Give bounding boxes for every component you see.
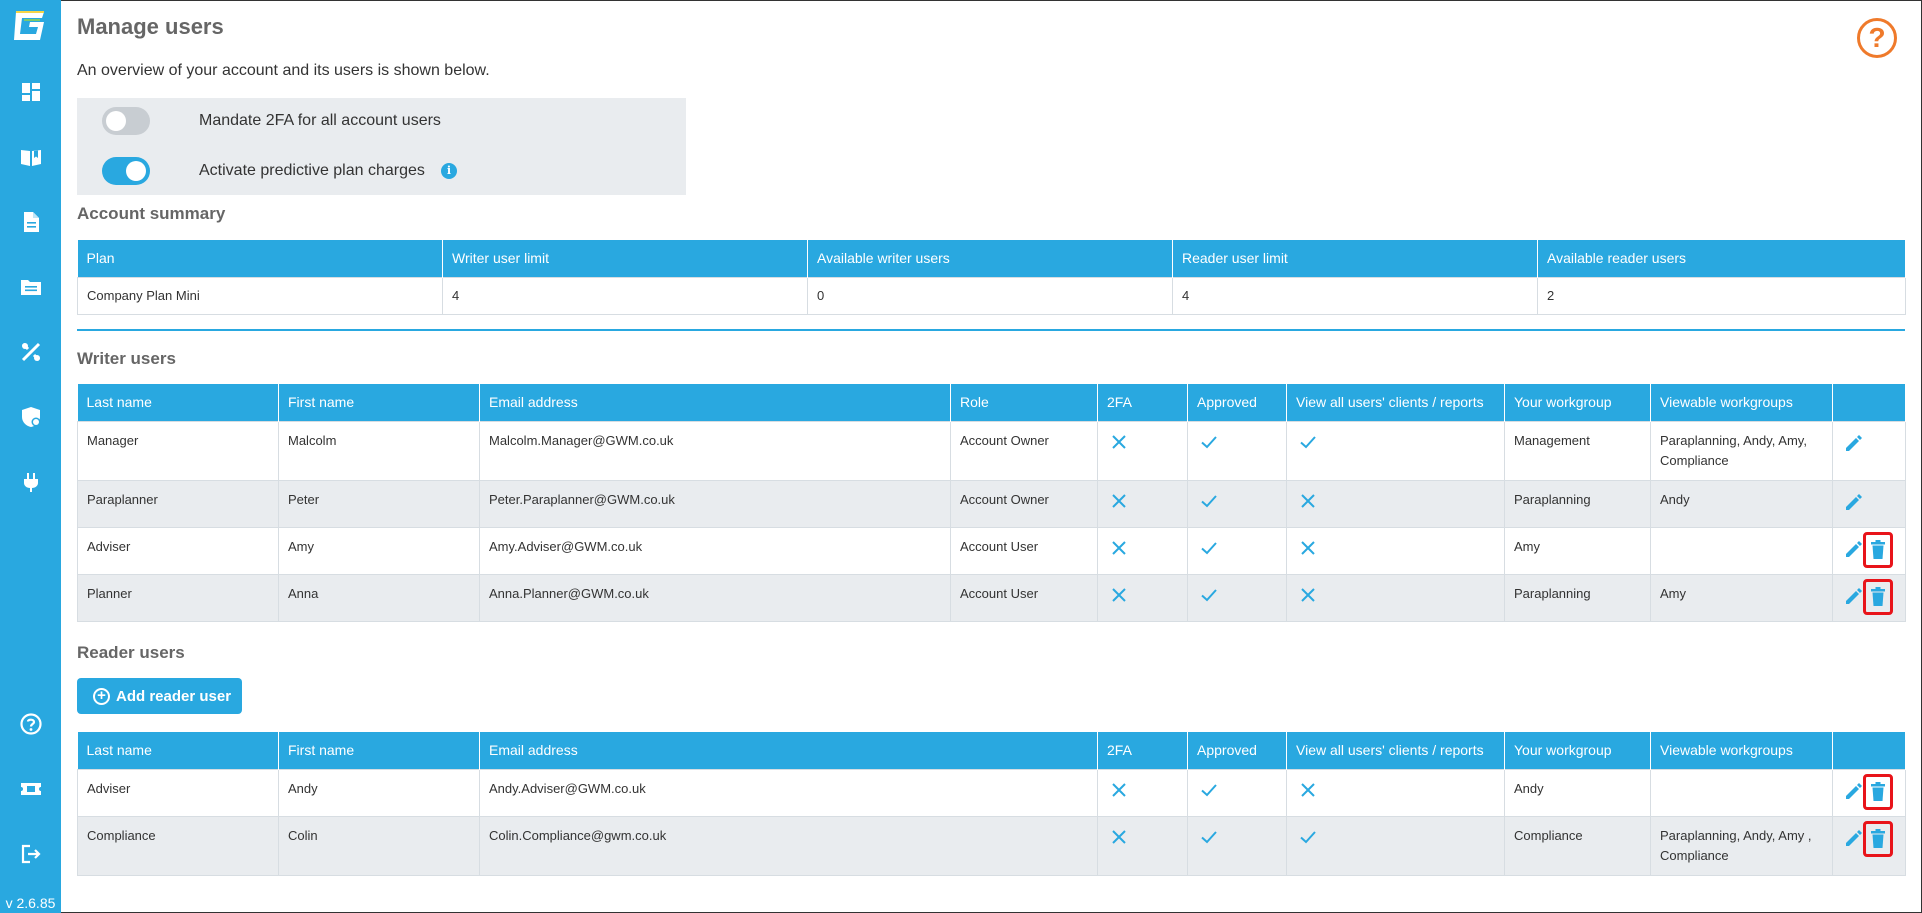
table-row bbox=[78, 574, 1906, 621]
mandate-2fa-label: Mandate 2FA for all account users bbox=[199, 112, 441, 129]
row-actions bbox=[1833, 480, 1906, 527]
check-icon bbox=[1200, 781, 1218, 799]
tools-icon[interactable] bbox=[19, 340, 43, 364]
workgroup-cell: Andy bbox=[1505, 769, 1651, 816]
help-icon[interactable] bbox=[19, 712, 43, 736]
column-header: 2FA bbox=[1098, 384, 1188, 421]
email-cell: Peter.Paraplanner@GWM.co.uk bbox=[480, 480, 951, 527]
column-header: View all users' clients / reports bbox=[1287, 384, 1505, 421]
role-cell: Account User bbox=[951, 527, 1098, 574]
last-name-cell: Adviser bbox=[78, 769, 279, 816]
viewable-workgroups-cell: Paraplanning, Andy, Amy, Compliance bbox=[1651, 421, 1833, 480]
reader-header-row bbox=[78, 732, 1906, 769]
column-header: Viewable workgroups bbox=[1651, 732, 1833, 769]
email-cell: Colin.Compliance@gwm.co.uk bbox=[480, 816, 1098, 875]
last-name-cell: Planner bbox=[78, 574, 279, 621]
column-header: Writer user limit bbox=[443, 240, 808, 277]
add-reader-user-label: Add reader user bbox=[116, 687, 232, 705]
logout-icon[interactable] bbox=[19, 842, 43, 866]
help-button[interactable]: ? bbox=[1857, 18, 1897, 58]
workgroup-cell: Amy bbox=[1505, 527, 1651, 574]
delete-icon[interactable] bbox=[1863, 532, 1893, 568]
workgroup-cell: Management bbox=[1505, 421, 1651, 480]
approved-cell bbox=[1188, 574, 1287, 621]
first-name-cell: Malcolm bbox=[279, 421, 480, 480]
column-header: Plan bbox=[78, 240, 443, 277]
table-row bbox=[78, 816, 1906, 875]
column-header: Email address bbox=[480, 384, 951, 421]
cross-icon bbox=[1110, 492, 1128, 510]
cross-icon bbox=[1110, 433, 1128, 451]
plug-icon[interactable] bbox=[19, 470, 43, 494]
account-summary-table bbox=[77, 240, 1906, 315]
section-divider bbox=[77, 329, 1905, 331]
delete-icon[interactable] bbox=[1863, 821, 1893, 857]
column-header: First name bbox=[279, 732, 480, 769]
column-header bbox=[1833, 732, 1906, 769]
column-header: Last name bbox=[78, 384, 279, 421]
workgroup-cell: Paraplanning bbox=[1505, 574, 1651, 621]
role-cell: Account Owner bbox=[951, 421, 1098, 480]
edit-icon[interactable] bbox=[1843, 827, 1865, 849]
summary-cell: Company Plan Mini bbox=[78, 277, 443, 314]
account-summary-title: Account summary bbox=[77, 204, 226, 223]
column-header: First name bbox=[279, 384, 480, 421]
predictive-charges-label: Activate predictive plan charges bbox=[199, 162, 425, 179]
reader-users-title: Reader users bbox=[77, 643, 185, 662]
row-actions bbox=[1833, 421, 1906, 480]
workgroup-cell: Compliance bbox=[1505, 816, 1651, 875]
viewable-workgroups-cell bbox=[1651, 527, 1833, 574]
check-icon bbox=[1299, 433, 1317, 451]
ticket-icon[interactable] bbox=[19, 777, 43, 801]
viewable-workgroups-cell: Paraplanning, Andy, Amy , Compliance bbox=[1651, 816, 1833, 875]
toggle-knob bbox=[106, 111, 126, 131]
writer-users-table bbox=[77, 384, 1906, 622]
plus-circle-icon: + bbox=[93, 688, 110, 705]
edit-icon[interactable] bbox=[1843, 585, 1865, 607]
shield-icon[interactable] bbox=[19, 405, 43, 429]
cross-icon bbox=[1299, 492, 1317, 510]
intro-text: An overview of your account and its users is shown below. bbox=[77, 62, 490, 79]
edit-icon[interactable] bbox=[1843, 432, 1865, 454]
column-header: Your workgroup bbox=[1505, 384, 1651, 421]
email-cell: Malcolm.Manager@GWM.co.uk bbox=[480, 421, 951, 480]
row-actions bbox=[1833, 574, 1906, 621]
view-all-cell bbox=[1287, 421, 1505, 480]
cross-icon bbox=[1110, 586, 1128, 604]
last-name-cell: Paraplanner bbox=[78, 480, 279, 527]
summary-cell: 0 bbox=[808, 277, 1173, 314]
column-header: Approved bbox=[1188, 732, 1287, 769]
twofa-cell bbox=[1098, 527, 1188, 574]
email-cell: Andy.Adviser@GWM.co.uk bbox=[480, 769, 1098, 816]
table-row bbox=[78, 421, 1906, 480]
cross-icon bbox=[1299, 586, 1317, 604]
column-header: Viewable workgroups bbox=[1651, 384, 1833, 421]
summary-header-row bbox=[78, 240, 1906, 277]
row-actions bbox=[1833, 527, 1906, 574]
last-name-cell: Manager bbox=[78, 421, 279, 480]
check-icon bbox=[1200, 492, 1218, 510]
email-cell: Amy.Adviser@GWM.co.uk bbox=[480, 527, 951, 574]
viewable-workgroups-cell bbox=[1651, 769, 1833, 816]
approved-cell bbox=[1188, 480, 1287, 527]
twofa-cell bbox=[1098, 421, 1188, 480]
toggle-knob bbox=[126, 161, 146, 181]
sidebar bbox=[0, 0, 61, 913]
first-name-cell: Colin bbox=[279, 816, 480, 875]
check-icon bbox=[1200, 433, 1218, 451]
book-icon[interactable] bbox=[19, 145, 43, 169]
version-label: v 2.6.85 bbox=[5, 895, 56, 911]
column-header: View all users' clients / reports bbox=[1287, 732, 1505, 769]
viewable-workgroups-cell: Amy bbox=[1651, 574, 1833, 621]
check-icon bbox=[1299, 828, 1317, 846]
first-name-cell: Amy bbox=[279, 527, 480, 574]
app-logo[interactable] bbox=[12, 10, 46, 42]
column-header: Email address bbox=[480, 732, 1098, 769]
summary-row bbox=[78, 277, 1906, 314]
column-header bbox=[1833, 384, 1906, 421]
check-icon bbox=[1200, 828, 1218, 846]
workgroup-cell: Paraplanning bbox=[1505, 480, 1651, 527]
approved-cell bbox=[1188, 421, 1287, 480]
add-reader-user-button[interactable] bbox=[77, 678, 242, 714]
mandate-2fa-row bbox=[102, 107, 441, 135]
check-icon bbox=[1200, 539, 1218, 557]
first-name-cell: Anna bbox=[279, 574, 480, 621]
predictive-charges-toggle[interactable] bbox=[102, 157, 150, 185]
approved-cell bbox=[1188, 769, 1287, 816]
cross-icon bbox=[1299, 781, 1317, 799]
writer-users-title: Writer users bbox=[77, 349, 176, 368]
cross-icon bbox=[1110, 828, 1128, 846]
info-icon[interactable]: i bbox=[441, 163, 457, 179]
approved-cell bbox=[1188, 816, 1287, 875]
folder-icon[interactable] bbox=[19, 275, 43, 299]
cross-icon bbox=[1110, 539, 1128, 557]
column-header: 2FA bbox=[1098, 732, 1188, 769]
document-icon[interactable] bbox=[19, 210, 43, 234]
table-row bbox=[78, 769, 1906, 816]
summary-cell: 2 bbox=[1538, 277, 1906, 314]
last-name-cell: Adviser bbox=[78, 527, 279, 574]
twofa-cell bbox=[1098, 769, 1188, 816]
last-name-cell: Compliance bbox=[78, 816, 279, 875]
viewable-workgroups-cell: Andy bbox=[1651, 480, 1833, 527]
first-name-cell: Peter bbox=[279, 480, 480, 527]
email-cell: Anna.Planner@GWM.co.uk bbox=[480, 574, 951, 621]
column-header: Role bbox=[951, 384, 1098, 421]
row-actions bbox=[1833, 769, 1906, 816]
summary-cell: 4 bbox=[1173, 277, 1538, 314]
edit-icon[interactable] bbox=[1843, 491, 1865, 513]
column-header: Available writer users bbox=[808, 240, 1173, 277]
twofa-cell bbox=[1098, 480, 1188, 527]
edit-icon[interactable] bbox=[1843, 538, 1865, 560]
twofa-cell bbox=[1098, 816, 1188, 875]
column-header: Your workgroup bbox=[1505, 732, 1651, 769]
page-title: Manage users bbox=[77, 14, 224, 39]
cross-icon bbox=[1299, 539, 1317, 557]
delete-icon[interactable] bbox=[1863, 774, 1893, 810]
role-cell: Account Owner bbox=[951, 480, 1098, 527]
approved-cell bbox=[1188, 527, 1287, 574]
check-icon bbox=[1200, 586, 1218, 604]
twofa-cell bbox=[1098, 574, 1188, 621]
table-row bbox=[78, 480, 1906, 527]
dashboard-icon[interactable] bbox=[19, 80, 43, 104]
first-name-cell: Andy bbox=[279, 769, 480, 816]
table-row bbox=[78, 527, 1906, 574]
edit-icon[interactable] bbox=[1843, 780, 1865, 802]
view-all-cell bbox=[1287, 574, 1505, 621]
writer-header-row bbox=[78, 384, 1906, 421]
view-all-cell bbox=[1287, 480, 1505, 527]
column-header: Approved bbox=[1188, 384, 1287, 421]
column-header: Reader user limit bbox=[1173, 240, 1538, 277]
cross-icon bbox=[1110, 781, 1128, 799]
row-actions bbox=[1833, 816, 1906, 875]
reader-users-table bbox=[77, 732, 1906, 876]
predictive-charges-row bbox=[102, 157, 457, 185]
column-header: Available reader users bbox=[1538, 240, 1906, 277]
view-all-cell bbox=[1287, 769, 1505, 816]
delete-icon[interactable] bbox=[1863, 579, 1893, 615]
role-cell: Account User bbox=[951, 574, 1098, 621]
column-header: Last name bbox=[78, 732, 279, 769]
mandate-2fa-toggle[interactable] bbox=[102, 107, 150, 135]
account-settings-panel bbox=[77, 98, 686, 195]
view-all-cell bbox=[1287, 816, 1505, 875]
view-all-cell bbox=[1287, 527, 1505, 574]
summary-cell: 4 bbox=[443, 277, 808, 314]
